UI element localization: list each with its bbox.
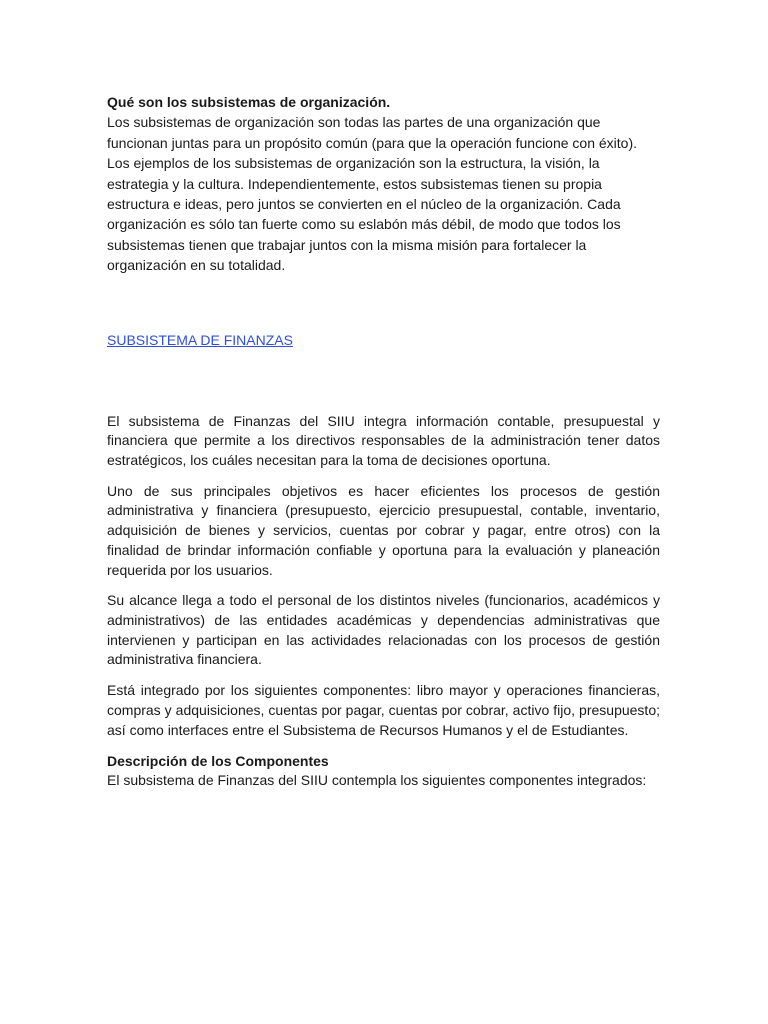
- section-heading: Qué son los subsistemas de organización.: [107, 94, 391, 110]
- intro-paragraph: Los subsistemas de organización son todas las partes de una organización que funcionan juntas para un propósito común (para que la operación funcione con éxito). Los ejemplos de los subsistemas de organización son la estructura, la visión, la estrategia y la cultura. Independientemente, estos subsistemas tienen su propia estructura e ideas, pero juntos se convierten en el núcleo de la organización. Cada organización es sólo tan fuerte como su eslabón más débil, de modo que todos los subsistemas tienen que trabajar juntos con la misma misión para fortalecer la organización en su totalidad.: [107, 114, 638, 274]
- paragraph-3: Su alcance llega a todo el personal de los distintos niveles (funcionarios, académicos y administrativos) de las entidades académicas y dependencias administrativas que intervienen y participan en las actividades relacionadas con los procesos de gestión administrativa financiera.: [107, 592, 660, 668]
- finanzas-section: [107, 412, 660, 791]
- paragraph-1: El subsistema de Finanzas del SIIU integra información contable, presupuestal y financiera que permite a los directivos responsables de la administración tener datos estratégicos, los cuáles necesitan para la toma de decisiones oportuna.: [107, 412, 660, 469]
- document-page: [107, 92, 660, 791]
- components-heading: Descripción de los Componentes: [107, 753, 329, 770]
- subsistema-finanzas-link[interactable]: SUBSISTEMA DE FINANZAS: [107, 331, 293, 348]
- paragraph-2: Uno de sus principales objetivos es hacer eficientes los procesos de gestión administrativa y financiera (presupuesto, ejercicio presupuestal, contable, inventario, adquisición de bienes y servicios, cuentas por cobrar y pagar, entre otros) con la finalidad de brindar información confiable y oportuna para la evaluación y planeación requerida por los usuarios.: [107, 482, 660, 578]
- components-paragraph: El subsistema de Finanzas del SIIU contempla los siguientes componentes integrados:: [107, 772, 647, 789]
- paragraph-4: Está integrado por los siguientes componentes: libro mayor y operaciones financieras, compras y adquisiciones, cuentas por pagar, cuentas por cobrar, activo fijo, presupuesto; así como interfaces entre el Subsistema de Recursos Humanos y el de Estudiantes.: [107, 682, 660, 738]
